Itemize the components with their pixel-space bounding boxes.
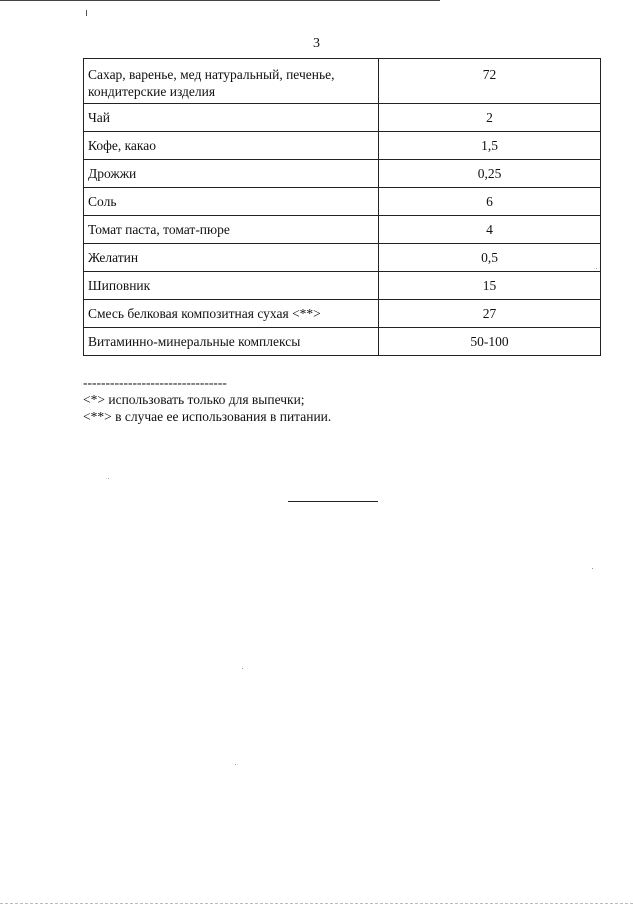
table-row: [84, 328, 601, 356]
table-cell-product: Сахар, варенье, мед натуральный, печенье, кондитерские изделия: [84, 59, 379, 104]
table-cell-product: Смесь белковая композитная сухая <**>: [84, 300, 379, 328]
table-cell-product: Томат паста, томат-пюре: [84, 216, 379, 244]
footnote-separator: --------------------------------: [83, 375, 227, 390]
table-cell-product: Кофе, какао: [84, 132, 379, 160]
scan-artifact: [86, 10, 87, 16]
table-row: [84, 216, 601, 244]
scan-artifact: [596, 268, 597, 269]
table-cell-product: Соль: [84, 188, 379, 216]
table-cell-amount: 1,5: [379, 132, 601, 160]
table-row: [84, 59, 601, 104]
table-cell-amount: 27: [379, 300, 601, 328]
footnote-item: <*> использовать только для выпечки;: [83, 392, 305, 407]
table-cell-amount: 0,5: [379, 244, 601, 272]
scan-artifact: [108, 478, 109, 479]
table-cell-amount: 72: [379, 59, 601, 104]
scan-top-edge: [0, 0, 440, 1]
table-row: [84, 160, 601, 188]
table-cell-amount: 15: [379, 272, 601, 300]
scan-bottom-edge: [0, 903, 633, 904]
table-cell-product: Витаминно-минеральные комплексы: [84, 328, 379, 356]
table-cell-product: Дрожжи: [84, 160, 379, 188]
end-of-document-line: [288, 501, 378, 502]
table-cell-amount: 6: [379, 188, 601, 216]
table-cell-amount: 50-100: [379, 328, 601, 356]
food-norms-table: [83, 58, 601, 356]
footnotes: [83, 374, 331, 425]
table-cell-amount: 4: [379, 216, 601, 244]
table-cell-amount: 2: [379, 104, 601, 132]
footnote-item: <**> в случае ее использования в питании.: [83, 409, 332, 424]
scan-artifact: [592, 568, 593, 569]
table-row: [84, 132, 601, 160]
table-row: [84, 300, 601, 328]
scan-artifact: [242, 668, 243, 669]
table-row: [84, 104, 601, 132]
table-cell-product: Желатин: [84, 244, 379, 272]
table-row: [84, 244, 601, 272]
table-cell-product: Шиповник: [84, 272, 379, 300]
table-row: [84, 188, 601, 216]
scan-artifact: [235, 764, 236, 765]
table-cell-product: Чай: [84, 104, 379, 132]
table-row: [84, 272, 601, 300]
table-cell-amount: 0,25: [379, 160, 601, 188]
page-number: 3: [313, 36, 320, 51]
